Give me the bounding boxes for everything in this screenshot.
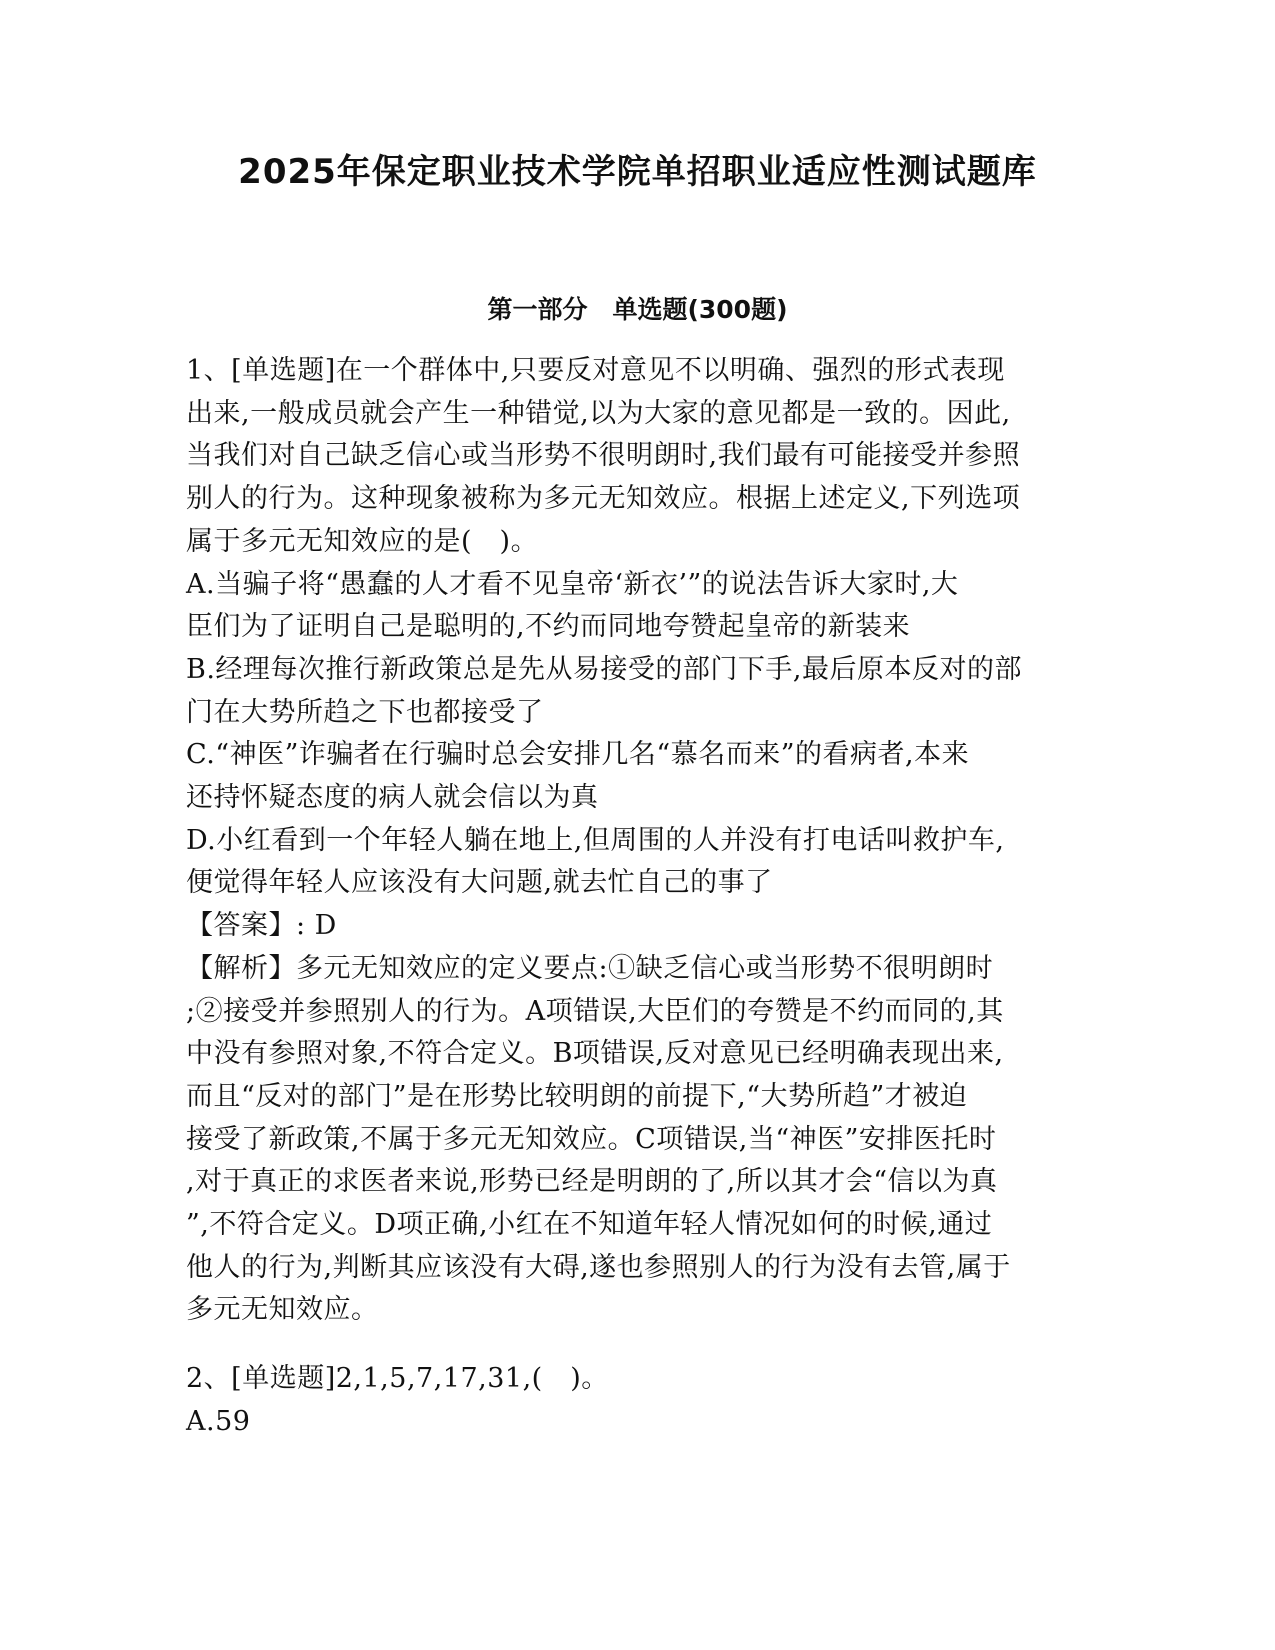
question-1 — [186, 350, 1081, 1332]
answer-line: 【答案】: D — [186, 910, 337, 942]
question-2 — [186, 1358, 1081, 1443]
question-stem: 2、[单选题]2,1,5,7,17,31,( )。 — [186, 1363, 609, 1395]
analysis-line: 他人的行为,判断其应该没有大碍,遂也参照别人的行为没有去管,属于 — [186, 1251, 1011, 1283]
option-line: 臣们为了证明自己是聪明的,不约而同地夸赞起皇帝的新装来 — [186, 611, 911, 643]
question-list — [186, 350, 1081, 1444]
option-a: A.59 — [186, 1405, 251, 1437]
option-line: 还持怀疑态度的病人就会信以为真 — [186, 782, 599, 814]
analysis-line: 【解析】多元无知效应的定义要点:①缺乏信心或当形势不很明朗时 — [186, 952, 994, 984]
question-stem — [186, 350, 1081, 564]
option-line: B.经理每次推行新政策总是先从易接受的部门下手,最后原本反对的部 — [186, 653, 1023, 685]
option-line: D.小红看到一个年轻人躺在地上,但周围的人并没有打电话叫救护车, — [186, 824, 1005, 856]
analysis-line: 接受了新政策,不属于多元无知效应。C项错误,当“神医”安排医托时 — [186, 1123, 997, 1155]
option-c — [186, 734, 1081, 819]
option-line: 门在大势所趋之下也都接受了 — [186, 696, 544, 728]
analysis-line: 中没有参照对象,不符合定义。B项错误,反对意见已经明确表现出来, — [186, 1038, 1004, 1070]
stem-line: 别人的行为。这种现象被称为多元无知效应。根据上述定义,下列选项 — [186, 483, 1021, 515]
option-b — [186, 649, 1081, 734]
question-spacer — [186, 1332, 1081, 1358]
analysis-line: 而且“反对的部门”是在形势比较明朗的前提下,“大势所趋”才被迫 — [186, 1080, 968, 1112]
stem-line: 出来,一般成员就会产生一种错觉,以为大家的意见都是一致的。因此, — [186, 397, 1011, 429]
analysis-line: ,对于真正的求医者来说,形势已经是明朗的了,所以其才会“信以为真 — [186, 1166, 998, 1198]
analysis-line: 多元无知效应。 — [186, 1294, 379, 1326]
option-line: 便觉得年轻人应该没有大问题,就去忙自己的事了 — [186, 867, 773, 899]
option-a — [186, 564, 1081, 649]
option-d — [186, 820, 1081, 905]
option-line: C.“神医”诈骗者在行骗时总会安排几名“慕名而来”的看病者,本来 — [186, 739, 970, 771]
document-title: 2025年保定职业技术学院单招职业适应性测试题库 — [238, 152, 1037, 192]
analysis-line: ;②接受并参照别人的行为。A项错误,大臣们的夸赞是不约而同的,其 — [186, 995, 1004, 1027]
stem-line: 1、[单选题]在一个群体中,只要反对意见不以明确、强烈的形式表现 — [186, 355, 1005, 386]
stem-line: 当我们对自己缺乏信心或当形势不很明朗时,我们最有可能接受并参照 — [186, 440, 1021, 472]
section-title: 第一部分 单选题(300题) — [487, 295, 788, 324]
analysis — [186, 948, 1081, 1332]
stem-line: 属于多元无知效应的是( )。 — [186, 525, 539, 557]
option-line: A.当骗子将“愚蠢的人才看不见皇帝‘新衣’”的说法告诉大家时,大 — [186, 568, 959, 600]
analysis-line: ”,不符合定义。D项正确,小红在不知道年轻人情况如何的时候,通过 — [186, 1209, 993, 1241]
